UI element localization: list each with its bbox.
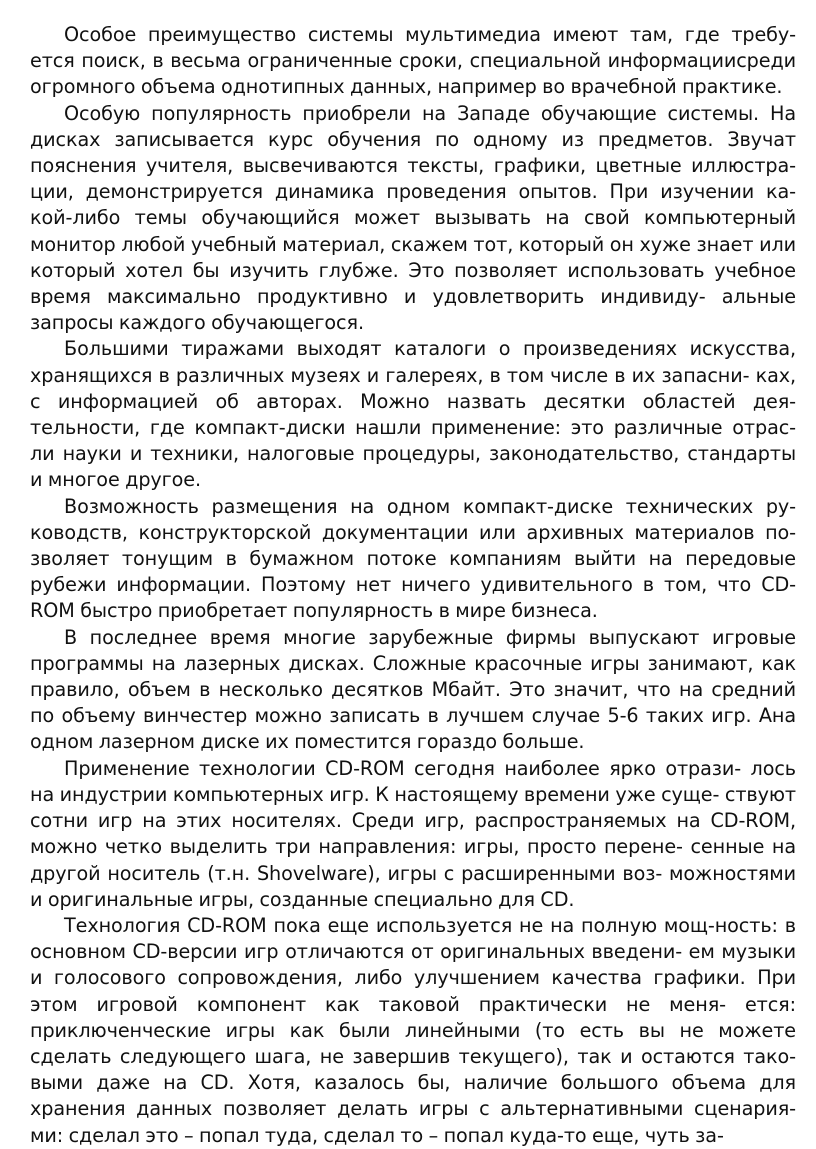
paragraph-cdrom-potential: Технология CD-ROM пока еще используется не на полную мощ-ность: в основном CD-версии игр отличаются от оригинальных введени- ем музыки и голосового сопровождения, либо улучшением качества графики. При этом игровой компонент как таковой практически не меня- ется: приключенческие игры как были линейными (то есть вы не можете сделать следующего шага, не завершив текущего), так и остаются тако- выми даже на CD. Хотя, казалось бы, наличие большого объема для хранения данных позволяет делать игры с альтернативными сценария- ми: сделал это – попал туда, сделал то – попал куда-то еще, чуть за- xyxy=(30,913,796,1147)
document-page xyxy=(30,22,796,1149)
paragraph-art-catalogs: Большими тиражами выходят каталоги о произведениях искусства, хранящихся в различных музеях и галереях, в том числе в их запасни- ках, с информацией об авторах. Можно назвать десятки областей дея- тельности, где компакт-диски нашли применение: это различные отрас- ли науки и техники, налоговые процедуры, законодательство, стандарты и многое другое. xyxy=(30,337,796,492)
paragraph-business-docs: Возможность размещения на одном компакт-диске технических ру- ководств, конструкторской документации или архивных материалов по- зволяет тонущим в бумажном потоке компаниям выйти на передовые рубежи информации. Поэтому нет ничего удивительного в том, что CD- ROM быстро приобретает популярность в мире бизнеса. xyxy=(30,494,796,623)
paragraph-multimedia-search: Особое преимущество системы мультимедиа имеют там, где требу- ется поиск, в весьма ограниченные сроки, специальной информациисреди огромного объема однотипных данных, например во врачебной практике. xyxy=(30,23,796,99)
paragraph-game-industry: Применение технологии CD-ROM сегодня наиболее ярко отрази- лось на индустрии компьютерных игр. К настоящему времени уже суще- ствуют сотни игр на этих носителях. Среди игр, распространяемых на CD-ROM, можно четко выделить три направления: игры, просто перене- сенные на другой носитель (т.н. Shovelware), игры с расширенными воз- можностями и оригинальные игры, созданные специально для CD. xyxy=(30,756,796,911)
paragraph-training-systems: Особую популярность приобрели на Западе обучающие системы. На дисках записывается курс обучения по одному из предметов. Звучат пояснения учителя, высвечиваются тексты, графики, цветные иллюстра- ции, демонстрируется динамика проведения опытов. При изучении ка- кой-либо темы обучающийся может вызывать на свой компьютерный монитор любой учебный материал, скажем тот, который он хуже знает или который хотел бы изучить глубже. Это позволяет использовать учебное время максимально продуктивно и удовлетворить индивиду- альные запросы каждого обучающегося. xyxy=(30,101,796,335)
paragraph-game-programs: В последнее время многие зарубежные фирмы выпускают игровые программы на лазерных дисках. Сложные красочные игры занимают, как правило, объем в несколько десятков Мбайт. Это значит, что на средний по объему винчестер можно записать в лучшем случае 5-6 таких игр. Ана одном лазерном диске их поместится гораздо больше. xyxy=(30,625,796,754)
